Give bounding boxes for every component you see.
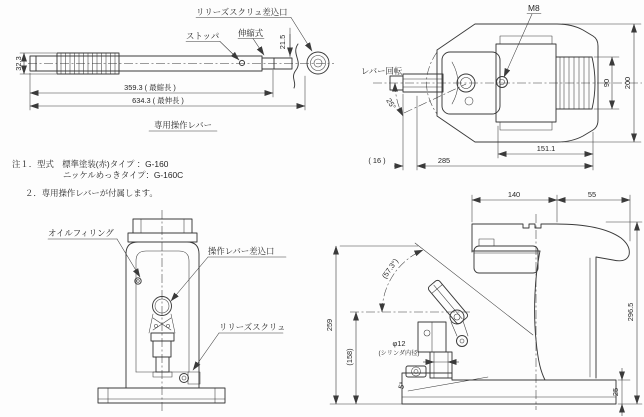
note-line-1: 注１．型式 標準塗装(赤)タイプ ：G-160 xyxy=(12,159,169,169)
frame-outer xyxy=(126,242,199,388)
dim-claw-height: 25 xyxy=(611,387,620,397)
base-plate xyxy=(98,388,225,403)
front-view xyxy=(48,210,286,412)
dim-overhang: 55 xyxy=(587,190,597,199)
lever-view xyxy=(14,7,334,131)
note-line-3: ２．専用操作レバーが付属します。 xyxy=(25,188,158,198)
plan-view xyxy=(361,3,642,170)
side-view xyxy=(325,190,642,416)
dim-pump-height: (158) xyxy=(345,348,354,366)
ram-cap xyxy=(474,246,538,273)
m8-hole xyxy=(497,77,508,88)
pump-head xyxy=(151,333,174,341)
label-lever-port: 操作レバー差込口 xyxy=(208,246,275,256)
release-screw xyxy=(180,374,189,383)
dim-bore: φ12 xyxy=(392,339,406,348)
stopper-pin xyxy=(239,60,244,65)
break-line xyxy=(293,44,298,88)
notes-block xyxy=(12,159,183,198)
link-pin xyxy=(457,336,468,347)
dim-head-length: 151.1 xyxy=(536,144,556,153)
label-m8: M8 xyxy=(528,3,540,13)
label-telescopic: 伸縮式 xyxy=(238,28,264,38)
housing-screw xyxy=(465,97,473,105)
frame-inner xyxy=(136,251,189,372)
dim-overall-length: 285 xyxy=(437,156,451,165)
rotation-arc xyxy=(395,83,403,116)
dim-retracted-length: 359.3 ( 最縮長 ) xyxy=(124,83,176,92)
release-screw-side xyxy=(406,366,426,377)
label-stopper: ストッパ xyxy=(186,31,220,41)
label-release-screw-port: リリーズスクリュ差込口 xyxy=(196,7,288,17)
label-lever-rotation: レバー回転 xyxy=(361,66,403,76)
lifting-cap xyxy=(133,219,192,233)
dim-base-angle: 5° xyxy=(396,380,407,390)
label-release-screw: リリーズスクリュ xyxy=(219,322,286,332)
label-oil-filling: オイルフィリング xyxy=(48,228,114,238)
dim-overall-width: 200 xyxy=(623,76,632,90)
dim-end-diameter: 21.5 xyxy=(278,34,287,50)
dim-rotation-angle: 25° xyxy=(384,96,398,111)
dim-swing-angle: (57.3°) xyxy=(379,256,401,281)
note-line-2: ニッケルめっきタイプ：G-160C xyxy=(63,170,184,180)
body-outline xyxy=(472,224,629,378)
lever-socket-tube-side xyxy=(427,279,469,325)
lever-rotated-phantom xyxy=(404,84,466,113)
dim-offset: ( 16 ) xyxy=(368,156,386,165)
lever-view-caption: 専用操作レバー xyxy=(153,120,213,130)
lever-swing-arc xyxy=(379,250,423,312)
pivot-boss xyxy=(450,310,464,324)
dim-bore-note: (シリンダ内径) xyxy=(378,350,420,357)
dim-overall-height: 296.5 xyxy=(626,302,635,322)
cylinder xyxy=(430,352,452,378)
dim-inner-width: 90 xyxy=(602,78,611,88)
dim-grip-diameter: 32.3 xyxy=(14,56,23,71)
dim-extended-length: 634.3 ( 最伸長 ) xyxy=(132,96,184,105)
dim-lever-height: 259 xyxy=(325,318,334,332)
dim-head-length-side: 140 xyxy=(507,190,521,199)
